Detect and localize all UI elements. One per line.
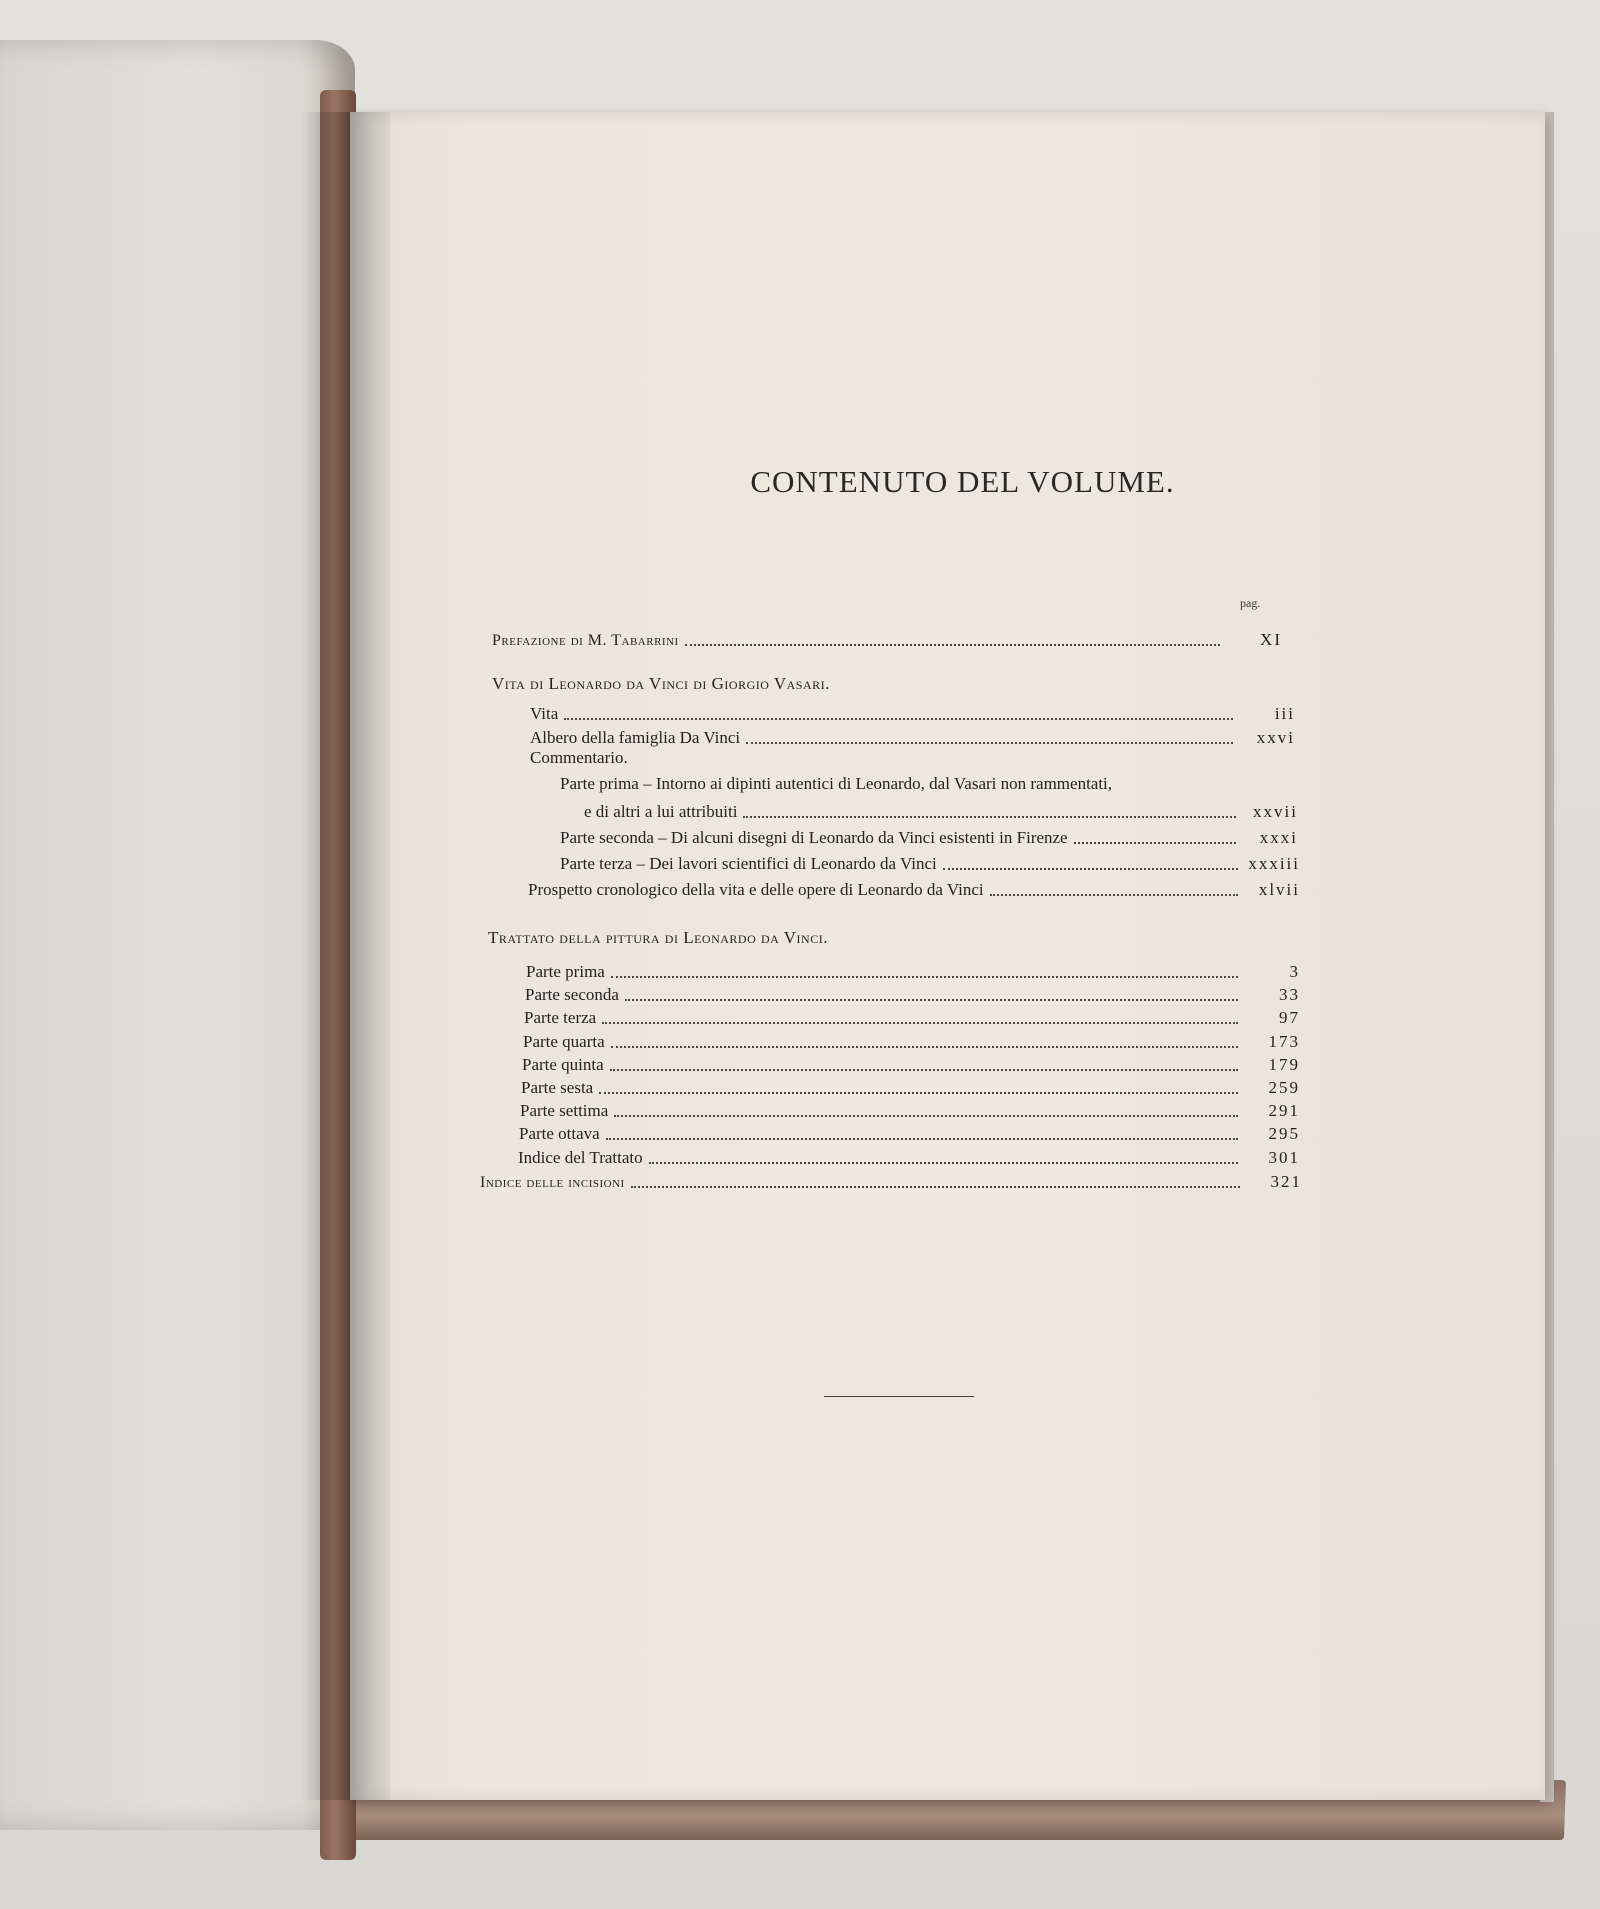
toc-entry: [525, 981, 1300, 1005]
toc-page: 3: [1289, 962, 1300, 981]
leader-dots: [943, 868, 1238, 870]
toc-label: Prefazione di M. Tabarrini: [492, 632, 679, 649]
leader-dots: [625, 999, 1238, 1001]
leader-dots: [1074, 842, 1236, 844]
toc-page: XI: [1260, 630, 1282, 649]
toc-page: iii: [1274, 704, 1295, 723]
toc-entry-parte-seconda: [560, 824, 1298, 848]
toc-label: Parte terza: [524, 1008, 597, 1028]
toc-page: 179: [1268, 1054, 1300, 1074]
leader-dots: [602, 1022, 1238, 1024]
toc-entry: [519, 1120, 1300, 1144]
contents-page: [350, 112, 1545, 1800]
leader-dots: [990, 894, 1238, 896]
leader-dots: [611, 976, 1238, 978]
toc-page: xxxiii: [1248, 854, 1300, 873]
toc-label: Parte terza – Dei lavori scientifici di Leonardo da Vinci: [560, 854, 937, 873]
toc-entry-indice-incisioni: [480, 1168, 1302, 1192]
toc-page: 259: [1268, 1078, 1300, 1097]
leader-dots: [649, 1162, 1238, 1164]
commentario-heading: Commentario.: [530, 748, 628, 767]
toc-page: 295: [1268, 1124, 1300, 1144]
toc-label: Parte sesta: [521, 1078, 594, 1097]
toc-page: 173: [1268, 1031, 1300, 1051]
pag-label: pag.: [1240, 596, 1261, 610]
page-title: CONTENUTO DEL VOLUME.: [750, 464, 1175, 499]
toc-entry-parte-terza: [560, 850, 1300, 874]
toc-entry: [522, 1051, 1300, 1075]
leader-dots: [611, 1046, 1238, 1048]
toc-label: Vita: [530, 704, 559, 723]
toc-label: Parte ottava: [519, 1124, 600, 1144]
leader-dots: [743, 816, 1236, 818]
toc-label: Parte seconda – Di alcuni disegni di Leonardo da Vinci esistenti in Firenze: [560, 828, 1068, 847]
toc-entry: [520, 1097, 1300, 1121]
toc-page: 97: [1279, 1008, 1300, 1028]
leader-dots: [599, 1092, 1238, 1094]
toc-entry: [518, 1144, 1300, 1168]
toc-page: 33: [1279, 985, 1300, 1005]
toc-label: Parte seconda: [525, 985, 619, 1005]
toc-page: 301: [1268, 1147, 1300, 1167]
toc-entry: [524, 1004, 1300, 1028]
gutter-shadow: [300, 112, 390, 1800]
toc-label: Prospetto cronologico della vita e delle opere di Leonardo da Vinci: [528, 880, 984, 899]
closing-rule: [824, 1396, 974, 1397]
toc-label: e di altri a lui attribuiti: [584, 802, 738, 821]
toc-page: xxvi: [1256, 728, 1295, 747]
toc-label: Parte settima: [520, 1101, 609, 1121]
toc-label: Indice del Trattato: [518, 1147, 643, 1167]
toc-page: 321: [1270, 1172, 1302, 1191]
leader-dots: [685, 644, 1220, 646]
toc-label: Parte prima: [526, 962, 605, 981]
toc-entry-albero: [530, 724, 1295, 748]
section-heading-trattato: Trattato della pittura di Leonardo da Vinci.: [488, 928, 828, 947]
leader-dots: [610, 1069, 1238, 1071]
toc-page: xxxi: [1259, 828, 1298, 847]
leader-dots: [614, 1115, 1238, 1117]
toc-entry: [526, 958, 1300, 982]
leader-dots: [631, 1186, 1240, 1188]
toc-entry-parte-prima: [584, 798, 1298, 822]
toc-label: Indice delle incisioni: [480, 1174, 625, 1191]
toc-entry: [521, 1074, 1300, 1098]
toc-page: 291: [1268, 1101, 1300, 1121]
leader-dots: [746, 742, 1233, 744]
toc-entry-parte-prima-line1: Parte prima – Intorno ai dipinti autentici di Leonardo, dal Vasari non rammentati,: [560, 774, 1113, 793]
toc-label: Parte quinta: [522, 1054, 604, 1074]
toc-page: xxvii: [1253, 802, 1298, 821]
leader-dots: [564, 718, 1233, 720]
toc-label: Albero della famiglia Da Vinci: [530, 728, 741, 747]
toc-label: Parte quarta: [523, 1031, 605, 1051]
toc-entry-prospetto: [528, 876, 1300, 900]
toc-entry-prefazione: [492, 626, 1282, 650]
toc-page: xlvii: [1258, 880, 1300, 899]
leader-dots: [606, 1138, 1238, 1140]
section-heading-vita: Vita di Leonardo da Vinci di Giorgio Vasari.: [492, 674, 830, 693]
toc-entry-vita: [530, 700, 1295, 724]
toc-entry: [523, 1028, 1300, 1052]
